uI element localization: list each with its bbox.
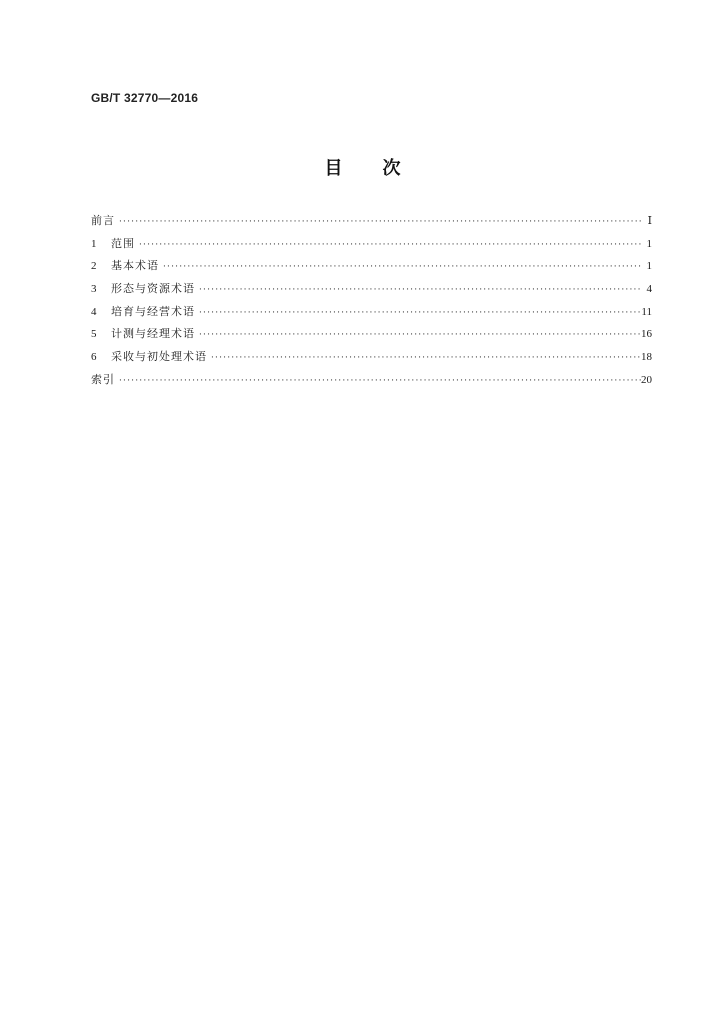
- toc-title-char-2: 次: [382, 158, 401, 179]
- toc-entry-page: Ⅰ: [647, 215, 652, 227]
- toc-leader-dots: [119, 370, 641, 393]
- toc-title: [0, 154, 725, 180]
- toc-entry-label: 范围: [111, 236, 135, 250]
- toc-entry-label: 形态与资源术语: [111, 282, 195, 296]
- standard-code: GB/T 32770—2016: [91, 91, 199, 105]
- toc-entry-page: 1: [646, 237, 652, 250]
- toc-entry-page: 1: [646, 260, 652, 273]
- toc-entry-basic-terms[interactable]: [91, 255, 652, 278]
- toc-entry-label: 培育与经营术语: [111, 304, 195, 318]
- toc-leader-dots: [199, 302, 641, 325]
- toc-entry-foreword[interactable]: [91, 210, 652, 233]
- toc-entry-label: 索引: [91, 372, 115, 386]
- toc-entry-harvest-terms[interactable]: [91, 346, 652, 369]
- toc-entry-number: 6: [91, 351, 97, 364]
- toc-leader-dots: [139, 234, 642, 257]
- toc-entry-page: 18: [641, 351, 652, 364]
- toc-entry-measurement-terms[interactable]: [91, 323, 652, 346]
- toc-title-char-1: 目: [324, 158, 343, 179]
- toc-entry-page: 11: [641, 305, 652, 318]
- toc-leader-dots: [211, 347, 641, 370]
- toc-entry-cultivation-terms[interactable]: [91, 301, 652, 324]
- toc-entry-page: 20: [641, 373, 652, 386]
- toc-leader-dots: [199, 324, 641, 347]
- toc-entry-number: 5: [91, 328, 97, 341]
- toc-leader-dots: [199, 279, 642, 302]
- toc-leader-dots: [163, 256, 642, 279]
- toc-entry-scope[interactable]: [91, 233, 652, 256]
- toc-entry-number: 2: [91, 260, 97, 273]
- table-of-contents: [91, 210, 652, 392]
- toc-entry-number: 3: [91, 283, 97, 296]
- toc-entry-morphology-terms[interactable]: [91, 278, 652, 301]
- toc-entry-label: 采收与初处理术语: [111, 350, 207, 364]
- toc-entry-number: 4: [91, 305, 97, 318]
- toc-entry-label: 前言: [91, 214, 115, 227]
- toc-entry-number: 1: [91, 237, 97, 250]
- toc-entry-page: 4: [646, 283, 652, 296]
- toc-entry-index[interactable]: [91, 369, 652, 392]
- toc-entry-label: 计测与经理术语: [111, 327, 195, 341]
- toc-leader-dots: [119, 211, 642, 234]
- toc-entry-page: 16: [641, 328, 652, 341]
- toc-entry-label: 基本术语: [111, 259, 159, 273]
